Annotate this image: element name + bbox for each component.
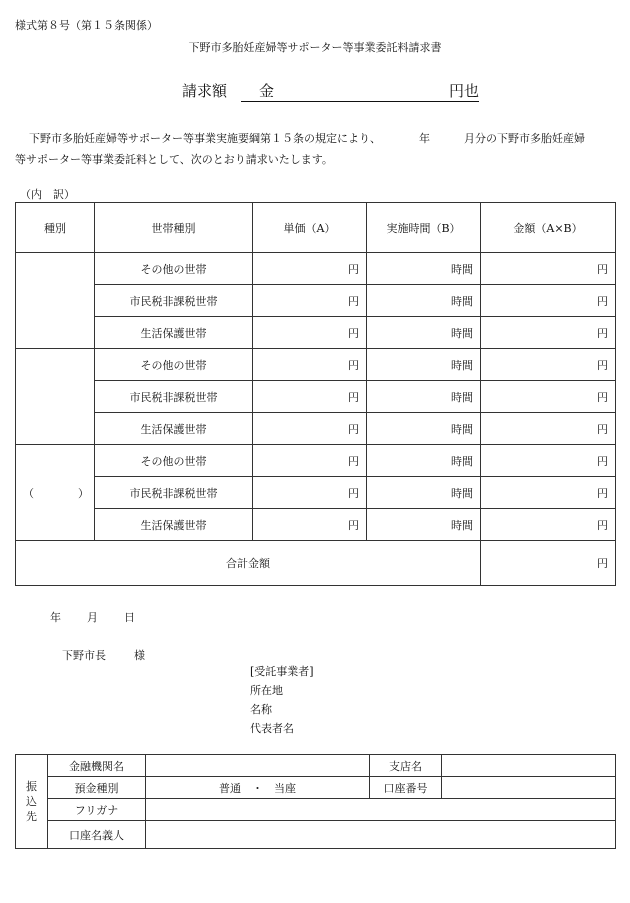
header-unit-price: 単価（A） <box>253 203 367 253</box>
amount-cell[interactable]: 円 <box>481 317 616 349</box>
request-amount-line <box>182 80 479 102</box>
header-hours: 実施時間（B） <box>367 203 481 253</box>
total-row <box>16 541 616 586</box>
unit-price-cell[interactable]: 円 <box>253 413 367 445</box>
addressee-name: 下野市長 <box>62 649 106 662</box>
table-row <box>16 777 616 799</box>
category-cell[interactable] <box>16 253 95 349</box>
addressee-honorific: 様 <box>134 649 145 662</box>
statement-month: 月分の下野市多胎妊産婦 <box>464 132 585 145</box>
table-row <box>16 381 616 413</box>
category-cell[interactable] <box>16 349 95 445</box>
table-row <box>16 799 616 821</box>
amount-cell[interactable]: 円 <box>481 413 616 445</box>
table-row <box>16 445 616 477</box>
header-household-type: 世帯種別 <box>95 203 253 253</box>
furigana-label: フリガナ <box>48 799 146 821</box>
contractor-heading: [受託事業者] <box>250 665 314 678</box>
header-amount: 金額（A×B） <box>481 203 616 253</box>
amount-input[interactable] <box>274 85 449 102</box>
amount-cell[interactable]: 円 <box>481 509 616 541</box>
transfer-destination-label: 振 込 先 <box>16 755 48 849</box>
table-row <box>16 285 616 317</box>
table-header-row <box>16 203 616 253</box>
hours-cell[interactable]: 時間 <box>367 477 481 509</box>
unit-price-cell[interactable]: 円 <box>253 253 367 285</box>
institution-input[interactable] <box>146 755 370 777</box>
household-type-welfare: 生活保護世帯 <box>95 509 253 541</box>
unit-price-cell[interactable]: 円 <box>253 509 367 541</box>
table-row <box>16 349 616 381</box>
category-cell-custom[interactable]: （ ） <box>16 445 95 541</box>
contractor-name-label: 名称 <box>250 703 272 716</box>
amount-suffix: 円也 <box>449 82 480 100</box>
form-number: 様式第８号（第１５条関係） <box>15 19 158 32</box>
statement-part1: 下野市多胎妊産婦等サポーター等事業実施要綱第１５条の規定により、 <box>29 132 381 145</box>
branch-input[interactable] <box>442 755 616 777</box>
furigana-input[interactable] <box>146 799 616 821</box>
hours-cell[interactable]: 時間 <box>367 413 481 445</box>
table-row <box>16 253 616 285</box>
deposit-type-options[interactable]: 普通 ・ 当座 <box>146 777 370 799</box>
table-row <box>16 821 616 849</box>
date-month: 月 <box>87 611 98 624</box>
contractor-block <box>250 662 314 738</box>
hours-cell[interactable]: 時間 <box>367 445 481 477</box>
amount-cell[interactable]: 円 <box>481 285 616 317</box>
hours-cell[interactable]: 時間 <box>367 349 481 381</box>
statement-line2: 等サポーター等事業委託料として、次のとおり請求いたします。 <box>15 153 333 166</box>
date-line <box>50 609 161 625</box>
table-row <box>16 317 616 349</box>
unit-price-cell[interactable]: 円 <box>253 349 367 381</box>
account-number-input[interactable] <box>442 777 616 799</box>
household-type-other: その他の世帯 <box>95 253 253 285</box>
household-type-tax-exempt: 市民税非課税世帯 <box>95 381 253 413</box>
amount-prefix: 金 <box>241 80 274 102</box>
account-holder-label: 口座名義人 <box>48 821 146 849</box>
date-day: 日 <box>124 611 135 624</box>
amount-cell[interactable]: 円 <box>481 381 616 413</box>
hours-cell[interactable]: 時間 <box>367 509 481 541</box>
hours-cell[interactable]: 時間 <box>367 317 481 349</box>
total-label: 合計金額 <box>16 541 481 586</box>
household-type-other: その他の世帯 <box>95 349 253 381</box>
hours-cell[interactable]: 時間 <box>367 381 481 413</box>
addressee <box>62 647 145 663</box>
contractor-representative-label: 代表者名 <box>250 722 294 735</box>
breakdown-table <box>15 202 616 586</box>
branch-label: 支店名 <box>370 755 442 777</box>
request-amount-label: 請求額 <box>182 82 228 100</box>
table-row <box>16 755 616 777</box>
amount-cell[interactable]: 円 <box>481 349 616 381</box>
table-row <box>16 509 616 541</box>
household-type-other: その他の世帯 <box>95 445 253 477</box>
contractor-address-label: 所在地 <box>250 684 283 697</box>
table-row <box>16 477 616 509</box>
hours-cell[interactable]: 時間 <box>367 285 481 317</box>
total-amount-cell[interactable]: 円 <box>481 541 616 586</box>
unit-price-cell[interactable]: 円 <box>253 285 367 317</box>
household-type-tax-exempt: 市民税非課税世帯 <box>95 285 253 317</box>
household-type-tax-exempt: 市民税非課税世帯 <box>95 477 253 509</box>
unit-price-cell[interactable]: 円 <box>253 317 367 349</box>
household-type-welfare: 生活保護世帯 <box>95 317 253 349</box>
amount-cell[interactable]: 円 <box>481 253 616 285</box>
household-type-welfare: 生活保護世帯 <box>95 413 253 445</box>
document-title: 下野市多胎妊産婦等サポーター等事業委託料請求書 <box>188 41 442 54</box>
unit-price-cell[interactable]: 円 <box>253 445 367 477</box>
account-number-label: 口座番号 <box>370 777 442 799</box>
amount-cell[interactable]: 円 <box>481 445 616 477</box>
hours-cell[interactable]: 時間 <box>367 253 481 285</box>
unit-price-cell[interactable]: 円 <box>253 381 367 413</box>
breakdown-label: （内 訳） <box>20 188 75 201</box>
statement-text <box>15 128 620 170</box>
unit-price-cell[interactable]: 円 <box>253 477 367 509</box>
institution-label: 金融機関名 <box>48 755 146 777</box>
bank-transfer-table <box>15 754 616 849</box>
deposit-type-label: 預金種別 <box>48 777 146 799</box>
statement-year: 年 <box>419 132 430 145</box>
account-holder-input[interactable] <box>146 821 616 849</box>
amount-cell[interactable]: 円 <box>481 477 616 509</box>
date-year: 年 <box>50 611 61 624</box>
table-row <box>16 413 616 445</box>
header-category: 種別 <box>16 203 95 253</box>
